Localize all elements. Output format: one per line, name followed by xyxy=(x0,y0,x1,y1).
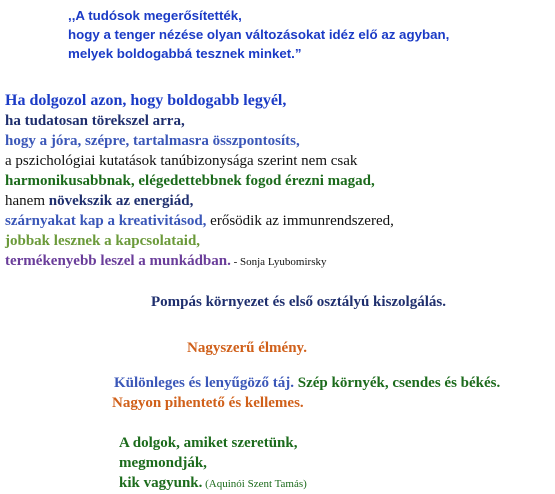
happiness-line-6 xyxy=(5,191,394,211)
happiness-line-7 xyxy=(5,211,394,231)
happiness-line-9 xyxy=(5,251,394,272)
happiness-line-9-bold: termékenyebb leszel a munkádban. xyxy=(5,253,231,269)
sea-quote xyxy=(68,6,449,63)
happiness-line-6-prefix: hanem xyxy=(5,193,49,209)
happiness-line-7-bold: szárnyakat kap a kreativitásod, xyxy=(5,213,207,229)
aquinas-line-3 xyxy=(119,473,307,494)
happiness-line-2: ha tudatosan törekszel arra, xyxy=(5,113,185,129)
sea-quote-line-3: melyek boldogabbá tesznek minket.” xyxy=(68,46,302,61)
happiness-line-1: Ha dolgozol azon, hogy boldogabb legyél, xyxy=(5,92,287,109)
sea-quote-line-1: ,,A tudósok megerősítették, xyxy=(68,8,242,23)
happiness-line-8: jobbak lesznek a kapcsolataid, xyxy=(5,233,201,249)
sea-quote-line-2: hogy a tenger nézése olyan változásokat idéz elő az agyban, xyxy=(68,27,450,42)
review-line-1: Pompás környezet és első osztályú kiszolgálás. xyxy=(151,294,446,310)
quote-author-lyubomirsky: - Sonja Lyubomirsky xyxy=(230,256,327,268)
aquinas-line-2: megmondják, xyxy=(119,455,207,471)
happiness-line-6-bold: növekszik az energiád, xyxy=(48,193,194,209)
review-line-3-part-1: Különleges és lenyűgöző táj. xyxy=(114,375,294,391)
happiness-line-4: a pszichológiai kutatások tanúbizonysága szerint nem csak xyxy=(5,153,358,169)
review-line-3-part-2: Szép környék, csendes és békés. xyxy=(294,375,501,391)
aquinas-line-3-bold: kik vagyunk. xyxy=(119,475,203,491)
happiness-line-3: hogy a jóra, szépre, tartalmasra összpontosíts, xyxy=(5,133,300,149)
happiness-quote xyxy=(5,91,394,272)
aquinas-quote xyxy=(119,433,307,494)
happiness-line-5: harmonikusabbnak, elégedettebbnek fogod érezni magad, xyxy=(5,173,375,189)
happiness-line-7-rest: erősödik az immunrendszered, xyxy=(206,213,394,229)
review-line-4: Nagyon pihentető és kellemes. xyxy=(112,395,304,411)
review-line-2: Nagyszerű élmény. xyxy=(187,340,307,356)
aquinas-line-1: A dolgok, amiket szeretünk, xyxy=(119,435,298,451)
quote-author-aquinas: (Aquinói Szent Tamás) xyxy=(202,478,307,490)
review-line-3 xyxy=(114,373,500,393)
